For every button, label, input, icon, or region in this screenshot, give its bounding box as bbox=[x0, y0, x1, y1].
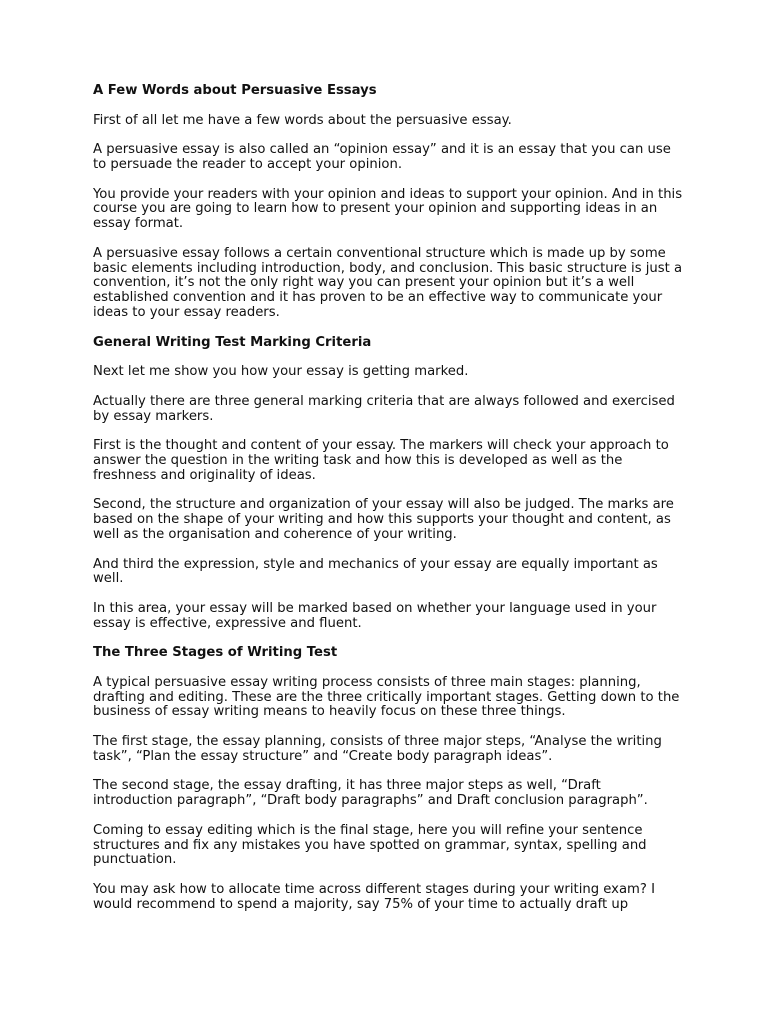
paragraph: And third the expression, style and mechanics of your essay are equally important as well. bbox=[93, 556, 658, 587]
paragraph: Next let me show you how your essay is getting marked. bbox=[93, 364, 469, 380]
paragraph: First of all let me have a few words about the persuasive essay. bbox=[93, 112, 512, 128]
paragraph: A typical persuasive essay writing process consists of three main stages: planning, drafting and editing. These are the three critically important stages. Getting down to the business of essay writing means to heavily focus on these three things. bbox=[93, 674, 680, 720]
paragraph: Actually there are three general marking criteria that are always followed and exercised by essay markers. bbox=[93, 393, 675, 424]
paragraph: The second stage, the essay drafting, it has three major steps as well, “Draft introduction paragraph”, “Draft body paragraphs” and Draft conclusion paragraph”. bbox=[93, 778, 648, 809]
paragraph: A persuasive essay is also called an “opinion essay” and it is an essay that you can use to persuade the reader to accept your opinion. bbox=[93, 142, 671, 172]
paragraph: A persuasive essay follows a certain conventional structure which is made up by some basic elements including introduction, body, and conclusion. This basic structure is just a convention, it’s not the only right way you can present your opinion but it’s a well established convention and it has proven to be an effective way to communicate your ideas to your essay readers. bbox=[93, 245, 683, 320]
paragraph: You may ask how to allocate time across different stages during your writing exam? I would recommend to spend a majority, say 75% of your time to actually draft up bbox=[93, 882, 655, 912]
section-heading-marking-criteria: General Writing Test Marking Criteria bbox=[93, 334, 372, 350]
paragraph: First is the thought and content of your essay. The markers will check your approach to answer the question in the writing task and how this is developed as well as the freshness and originality of ideas. bbox=[93, 438, 669, 483]
section-heading-persuasive-essays: A Few Words about Persuasive Essays bbox=[93, 83, 377, 98]
paragraph: In this area, your essay will be marked based on whether your language used in your essay is effective, expressive and fluent. bbox=[93, 600, 657, 631]
paragraph: You provide your readers with your opinion and ideas to support your opinion. And in this course you are going to learn how to present your opinion and supporting ideas in an essay format. bbox=[93, 186, 683, 232]
paragraph: Second, the structure and organization of your essay will also be judged. The marks are based on the shape of your writing and how this supports your thought and content, as well as the organisation and coherence of your writing. bbox=[93, 497, 674, 542]
paragraph: Coming to essay editing which is the final stage, here you will refine your sentence structures and fix any mistakes you have spotted on grammar, syntax, spelling and punctuation. bbox=[93, 822, 647, 868]
paragraph: The first stage, the essay planning, consists of three major steps, “Analyse the writing task”, “Plan the essay structure” and “Create body paragraph ideas”. bbox=[93, 734, 662, 764]
section-heading-three-stages: The Three Stages of Writing Test bbox=[93, 645, 338, 661]
document-page bbox=[93, 84, 683, 927]
